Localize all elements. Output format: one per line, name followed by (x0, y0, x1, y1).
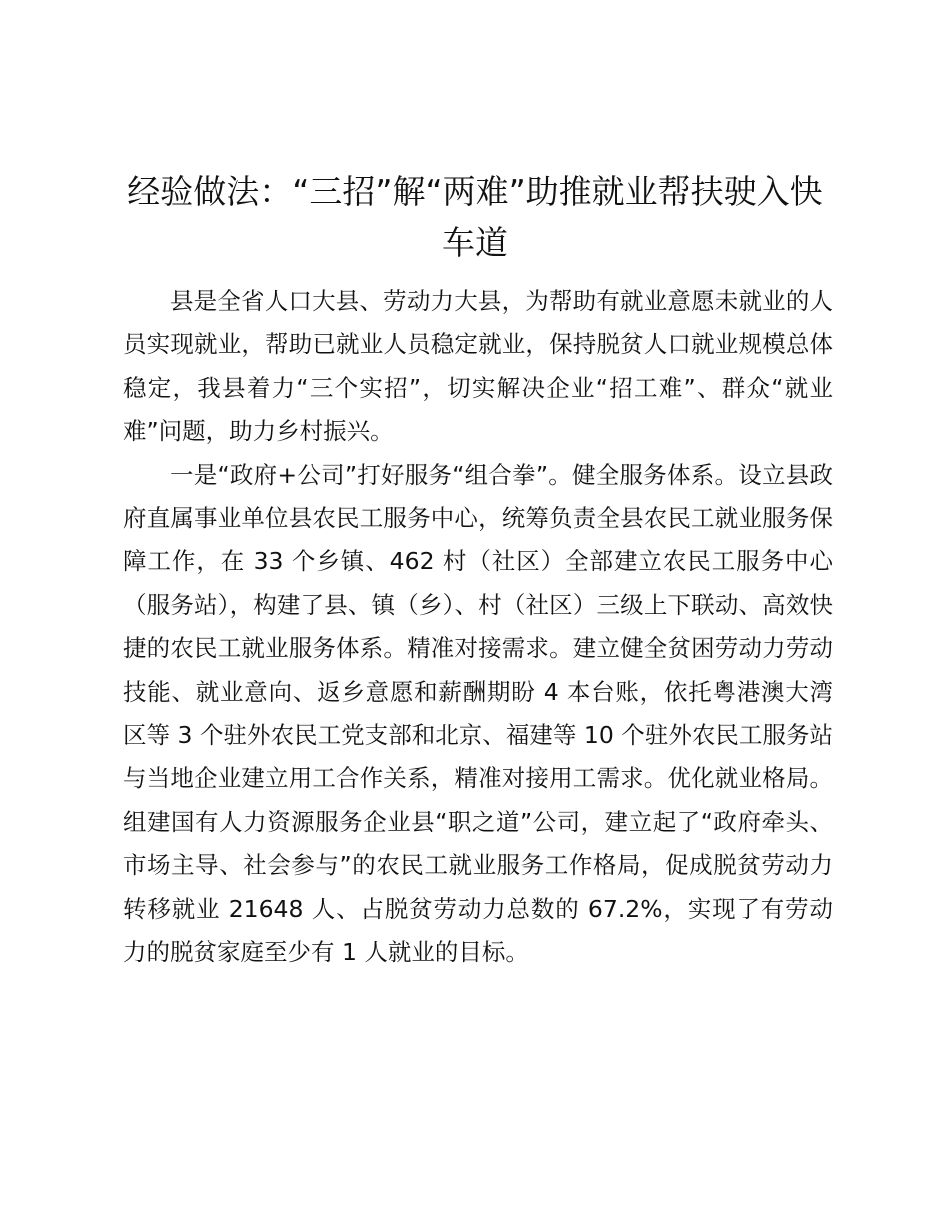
document-title: 经验做法：“三招”解“两难”助推就业帮扶驶入快车道 (127, 172, 823, 262)
paragraph-intro: 县是全省人口大县、劳动力大县，为帮助有就业意愿未就业的人员实现就业，帮助已就业人员稳定就业，保持脱贫人口就业规模总体稳定，我县着力“三个实招”，切实解决企业“招工难”、群众“就业难”问题，助力乡村振兴。 (123, 287, 833, 446)
paragraph-measure-one: 一是“政府+公司”打好服务“组合拳”。健全服务体系。设立县政府直属事业单位县农民工服务中心，统筹负责全县农民工就业服务保障工作，在 33 个乡镇、462 村（社区）全部建立农民工服务中心（服务站），构建了县、镇（乡）、村（社区）三级上下联动、高效快捷的农民工就业服务体系。精准对接需求。建立健全贫困劳动力劳动技能、就业意向、返乡意愿和薪酬期盼 4 本台账，依托粤港澳大湾区等 3 个驻外农民工党支部和北京、福建等 10 个驻外农民工服务站与当地企业建立用工合作关系，精准对接用工需求。优化就业格局。组建国有人力资源服务企业县“职之道”公司，建立起了“政府牵头、市场主导、社会参与”的农民工就业服务工作格局，促成脱贫劳动力转移就业 21648 人、占脱贫劳动力总数的 67.2%，实现了有劳动力的脱贫家庭至少有 1 人就业的目标。 (123, 460, 833, 967)
document-body (123, 280, 833, 975)
